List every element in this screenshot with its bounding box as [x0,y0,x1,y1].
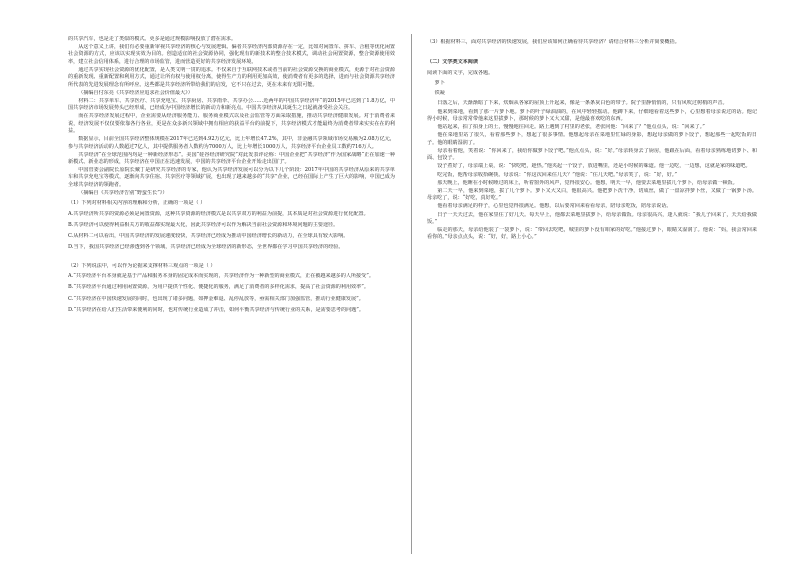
story-paragraph: 第二天一早，他来到菜地，拔了几个萝卜。萝卜又大又白，他很高兴。他把萝卜洗干净，切成丝，做了一盘凉拌萝卜丝，又做了一锅萝卜汤。母亲吃了，说：“好吃，真好吃。” [427,187,757,202]
story-paragraph: 日落之后，天渐渐暗了下来，炊烟从各家的屋顶上升起来，像是一条条灰白色的带子。院子里静悄悄的，只有风吹过树梢的声音。 [437,100,728,107]
right-column [427,36,757,243]
left-column [68,36,395,318]
instruction: 阅读下面的文字，完成各题。 [427,69,494,76]
paragraph: 通过共享实现社会资源的优化配置，是人类文明一贯的追求。不仅来自于互联网技术或者当前的社会资源交换的商业模式，更源于对社会资源的重新发现、重新配置和利用方式，通过让所有权与使用权分离，使得生产力的利用更加高效，使消费者有更多的选择，进而与社会资源共享经济所代表的先进发展理念有所呼应。这些都是共享经济所带给我们的启发，它不只在过去，更在未来有无限可能。 [68,66,395,88]
paragraph: 材料二：共享单车、共享医疗、共享充电宝、共享厨房、共享雨伞、共享办公……近两年的中国共享经济年“的2015年已达到了1.8万亿，中国共享经济市场发展势头已经形成，已经成为中国经济增长的新动力和新亮点。中国共享经济从其诞生之日起就备受社会关注。 [68,97,395,112]
story-title: 萝卜 [434,79,445,86]
paragraph: 中国管委会副院长原院长戴丁是研究共享经济的专家，他认为共享经济发展可以分为以下几个阶段：2017年中国的共享经济从原来的共享单车和共享充电宝等模式，逐渐向共享住宿、共享医疗等领域扩展，也出现了越来越多的“共享”企业，已经在国际上产生了巨大的影响，中国已成为全球共享经济的领跑者。 [68,167,395,188]
story-paragraph: 日子一天天过去，他在家里住了好几天。每天早上，他都去菜地里拔萝卜，给母亲做饭。母亲很高兴，逢人就说：“我儿子回来了，天天给我做饭。” [427,211,757,225]
option-d: D.“共享经济在给人们生活带来便利的同时，也对传统行业造成了冲击，如何平衡共享经济与传统行业的关系，是需要思考的问题”。 [68,306,364,313]
question-3: （3）根据材料三，面对共享经济的快速发展，我们应该如何正确看待共享经济？请结合材料三分析并简要概括。 [427,39,680,45]
paragraph: 共享经济“在全球范围内均是一种新经济形态”。美国“硅谷经济研究院”对此发表评论称：中国企业把“共享经济”作为国家战略“正在加速一种新模式、新业态的形成，共享经济在中国正在迅速发展，中国的共享经济平台企业开始走出国门”。 [68,151,395,165]
option-d: D.当下，我国共享经济已经渗透到各个领域，共享经济已经成为全球经济的新形态，全世界都在学习中国共享经济的经验。 [68,244,344,251]
story-paragraph: 饺子煮好了，母亲端上桌，说：“快吃吧，趁热。”他夹起一个饺子，放进嘴里，还是小时候的味道。他一边吃，一边想，这就是家的味道吧。 [437,163,751,170]
source-citation: （摘编自付东亮《共享经济应追求社会价值最大》） [78,89,193,96]
paragraph: 从这个意义上讲，我们有必要重新审视共享经济的核心与发展逻辑。偏者共享经济内部资源存在一定，比如对闲置车、拼车、合租等优化闲置社会资源的方式，应该以实现实效为目的。创造适宜的社会资源协同，强化现有的新技术的整合技术模式，调动社会闲置资源，整合资源使用效率，建立社会信用体系，进行合理的市场监管，进而营造更好的共享经济发展环境。 [68,44,395,65]
story-author: 铁凝 [434,90,445,97]
option-a: A.共享经济所共享的资源必须是闲置资源，这种共享资源的经济模式是以共享双方的利益为前提，其本质是对社会资源进行优化配置。 [68,210,369,217]
option-a: A.“共享经济平台本身就是基于产品和服务本身的固定成本而实现的，共享经济作为一种新型的商业模式，正在被越来越多的人所接受”。 [68,273,374,280]
section-title: （二）文学类文本阅读 [427,59,478,66]
story-paragraph: 他来到菜地，看到了那一片萝卜地。萝卜的叶子绿油油的，在风中轻轻摇动。他蹲下来，仔细地看着这些萝卜，心里想着母亲说过的话。他记得小时候，母亲常常带他来这里拔萝卜，那时候的萝卜又大又甜，是他最喜欢吃的东西。 [427,108,757,122]
story-paragraph: 临走的那天，母亲给他装了一袋萝卜，说：“带回去吃吧，城里的萝卜没有咱家的好吃。”他接过萝卜，眼睛又湿润了。他说：“妈，我会常回来看你的。”母亲点点头，说：“好，好，路上小心。” [427,227,757,241]
story-paragraph: 他看着母亲满足的样子，心里也觉得很满足。他想，以后要常回来看看母亲，陪母亲吃饭，陪母亲说话。 [437,203,672,210]
paragraph: 而在共享经济发展过程中，企业需要从经济服务能力、服务商业模式以及社会监管等方面采取措施，推动共享经济健康发展。对于消费者来说，经济发展不仅仅要依靠各行各业，更是在众多新兴领域中拥有相应的获益平台的前提下，共享经济模式才能最终为消费者带来实实在在的利益。 [68,113,395,135]
story-paragraph: 那天晚上，他睡在小时候睡过的床上，听着窗外的风声，觉得很安心。他想，明天一早，他要去菜地里拔几个萝卜，给母亲做一顿饭。 [437,179,738,186]
option-b: B.共享经济可以使得利益相关方的收益都实现最大化，因此共享经济可以作为解决当前社会资源和环境问题的主要途径。 [68,221,339,228]
story-paragraph: 吃完饭，他帮母亲收拾碗筷。母亲说：“你这次回来住几天？”他说：“住几天吧。”母亲笑了，说：“好，好。” [437,171,677,178]
paragraph: 数据显示，目前全国共享经济整体规模在2017年已达到4.92万亿元，比上年增长47.2%，其中，非金融共享领域市场交易额为2.08万亿元，参与共享经济活动的人数超过7亿人，其中提供服务者人数约为7000万人，比上年增长1000万人，共享经济平台企业员工数约716万人。 [68,136,395,150]
column-divider [411,34,412,554]
option-b: B.“共享经济平台通过利用闲置资源，为用户提供个性化、便捷化的服务，满足了消费者的多样化需求，提高了社会资源的利用效率”。 [68,284,369,291]
source-citation: （摘编自《共享经济告别“野蛮生长”》） [78,189,168,196]
story-paragraph: 母亲看着他，笑着说：“你回来了，我给你做萝卜饺子吧。”他点点头，说：“好。”母亲转身去了厨房，他跟在后面，看着母亲熟练地切萝卜、和面、包饺子。 [427,147,757,162]
question-2: （2）下列说法中，可以作为论据来支撑材料三观点的一项是（ ） [68,262,216,269]
option-c: C.“共享经济在中国快速发展的同时，也出现了诸多问题，如押金难退、乱停乱放等，亟需相关部门加强监管，推动行业健康发展”。 [68,295,364,302]
paragraph: 的共享汽车，也是走了类似的模式。更多是通过规模影响投放了潜在需求。 [68,36,237,42]
story-paragraph: 他站起来，拍了拍身上的土，慢慢地往回走。路上遇到了村里的老张，老张问他：“回来了？”他点点头，说：“回来了。” [437,124,705,131]
option-c: C.从材料二可以看出，中国共享经济的发展速度较快，共享经济已经成为推动中国经济增长的新动力，在全球具有较大影响。 [68,233,349,240]
story-paragraph: 他在菜地里站了很久，看着那些萝卜，想起了很多事情。他想起母亲在菜地里忙碌的身影，想起母亲做的萝卜饺子，想起那些一起吃饭的日子。他的眼睛湿润了。 [427,132,757,146]
question-1: （1）下列对材料相关内容的理解和分析，正确的一项是（ ） [68,200,206,207]
